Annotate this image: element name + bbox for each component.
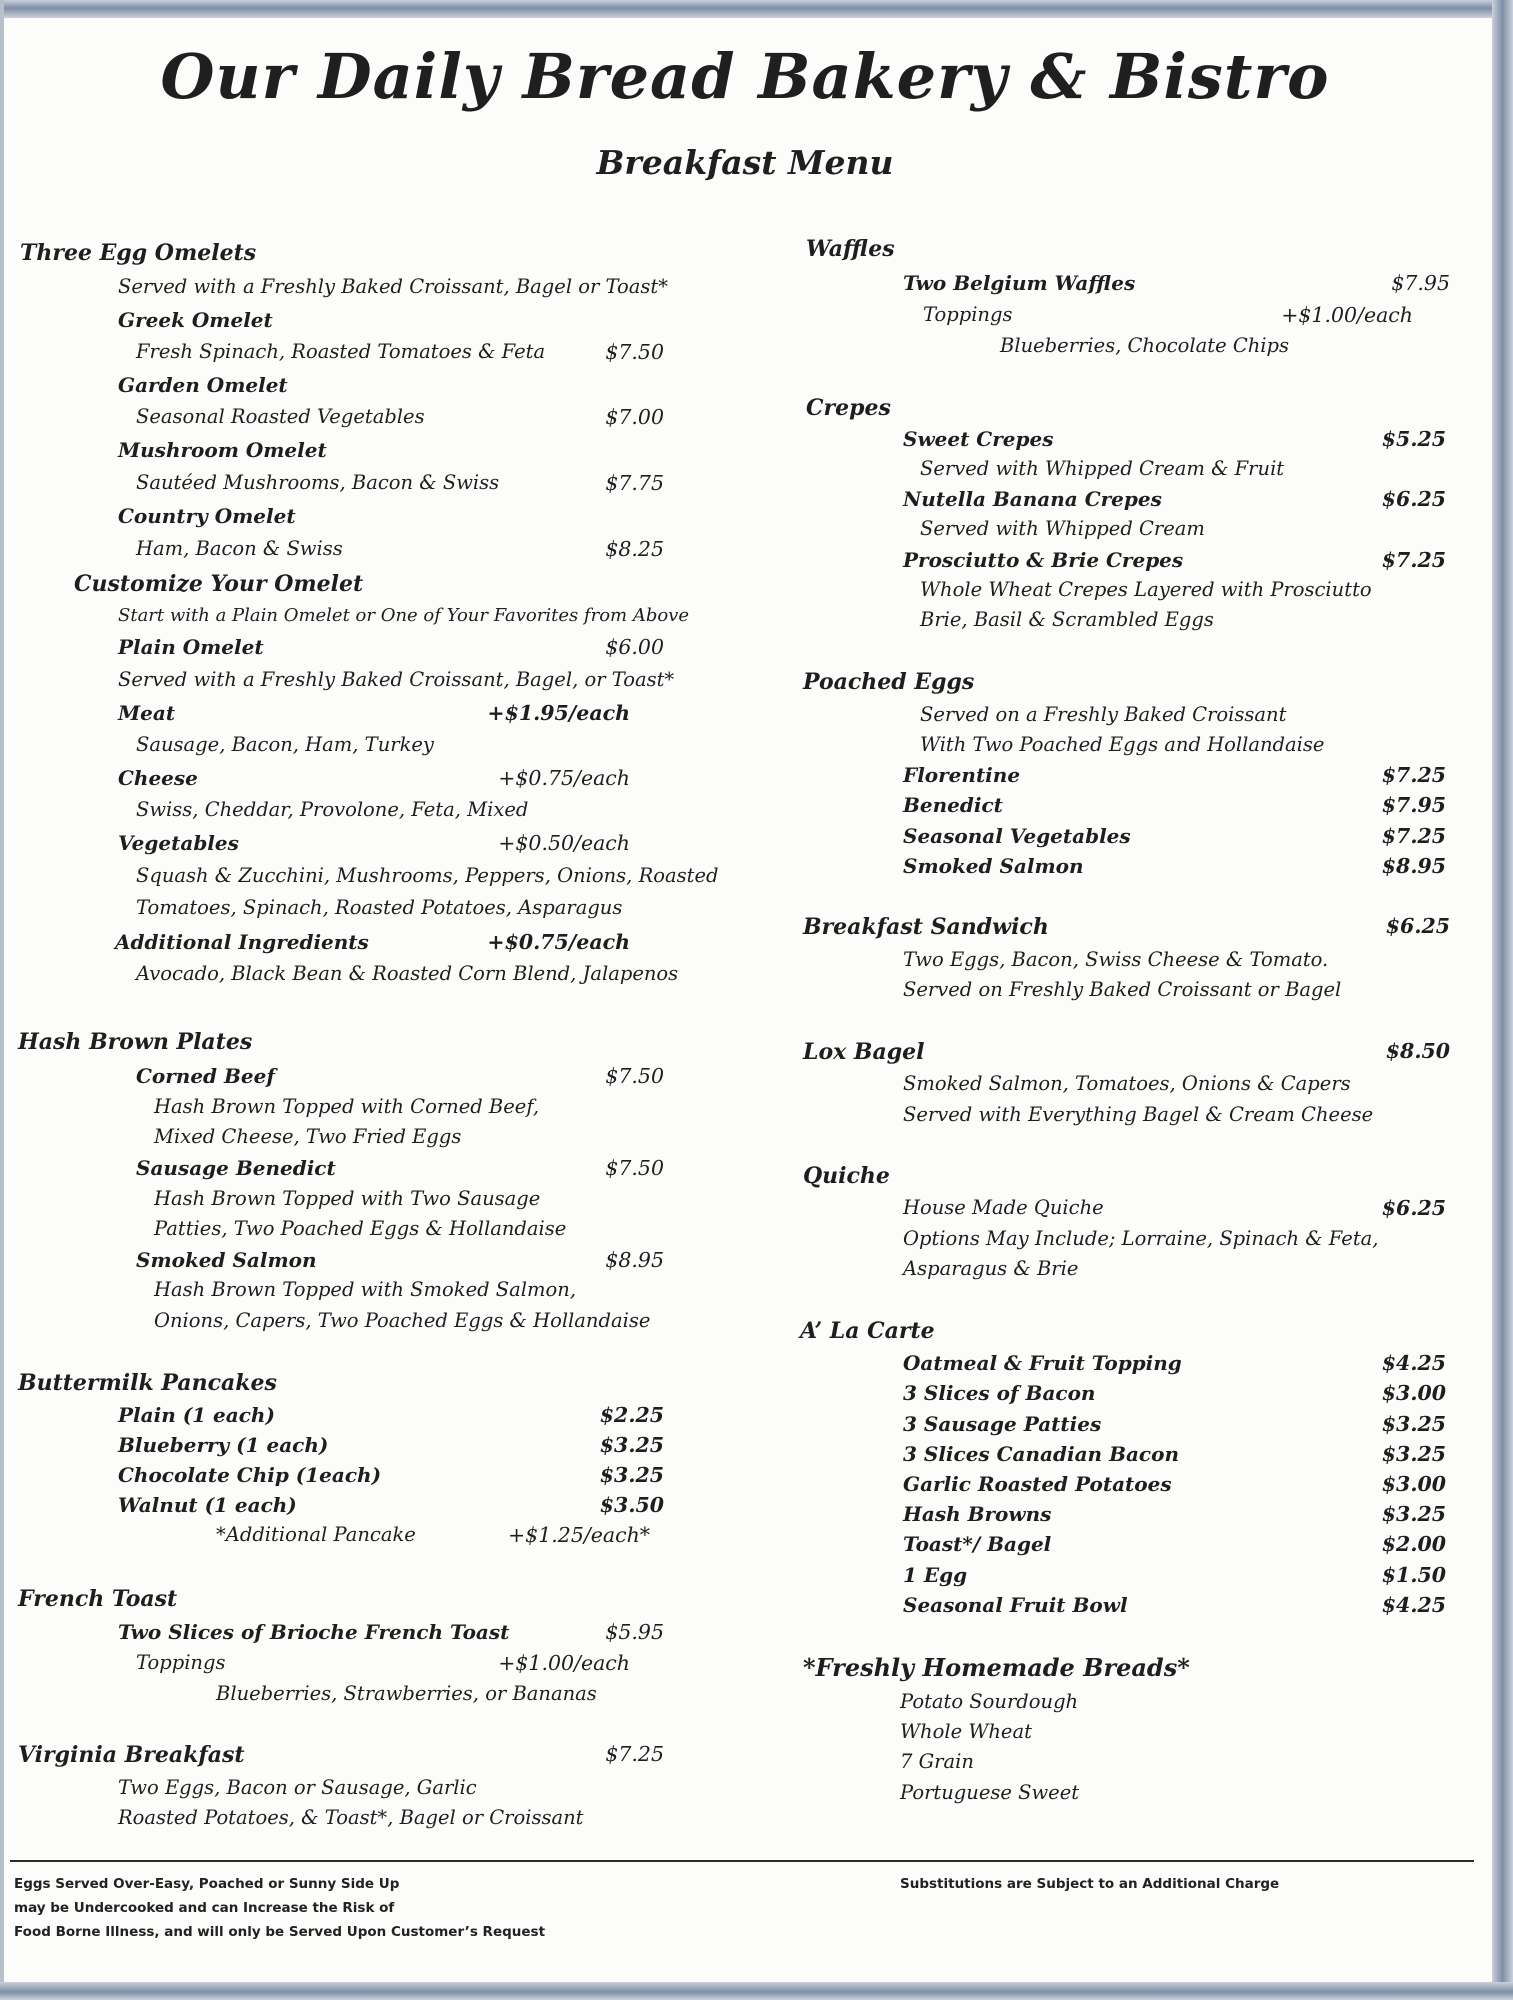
item-desc: Served on Freshly Baked Croissant or Bagel [903, 978, 1342, 1001]
item-desc: Smoked Salmon, Tomatoes, Onions & Capers [903, 1072, 1351, 1095]
item-desc: Sausage, Bacon, Ham, Turkey [136, 733, 434, 756]
item-price: $7.50 [605, 1064, 664, 1088]
item-price: $3.25 [1381, 1412, 1446, 1436]
food-safety-warning [14, 1872, 545, 1944]
item-desc: Mixed Cheese, Two Fried Eggs [154, 1125, 462, 1148]
item-desc: Seasonal Roasted Vegetables [136, 405, 425, 428]
section-title: Lox Bagel [803, 1039, 925, 1065]
bread-item: Whole Wheat [900, 1720, 1032, 1743]
item-desc: Squash & Zucchini, Mushrooms, Peppers, Onions, Roasted [136, 864, 719, 887]
item-price: $3.25 [1381, 1442, 1446, 1466]
item-price: $7.50 [605, 340, 664, 364]
item-price: $7.25 [1381, 824, 1446, 848]
item-price: $3.25 [599, 1433, 664, 1457]
item-name: Plain Omelet [118, 635, 264, 659]
page-frame-right [1492, 0, 1513, 2000]
item-price: $7.25 [1381, 548, 1446, 572]
item-price: $7.25 [605, 1742, 664, 1766]
item-note: *Additional Pancake [216, 1523, 416, 1546]
item-name: Cheese [118, 766, 198, 790]
item-price: $6.25 [1381, 1196, 1446, 1220]
section-title: Customize Your Omelet [74, 571, 364, 597]
item-desc: Ham, Bacon & Swiss [136, 537, 343, 560]
bread-item: 7 Grain [900, 1750, 974, 1773]
restaurant-title: Our Daily Bread Bakery & Bistro [160, 40, 1330, 113]
item-name: Sausage Benedict [136, 1156, 336, 1180]
item-price: $6.00 [605, 635, 664, 659]
item-name: Sweet Crepes [903, 427, 1054, 451]
item-price: $7.25 [1381, 763, 1446, 787]
item-desc: Roasted Potatoes, & Toast*, Bagel or Croissant [118, 1806, 584, 1829]
toppings-price: +$1.00/each [1281, 303, 1413, 327]
footer-divider [10, 1860, 1474, 1862]
item-desc: Hash Brown Topped with Corned Beef, [154, 1095, 540, 1118]
toppings-list: Blueberries, Strawberries, or Bananas [216, 1682, 597, 1705]
item-price: +$1.95/each [487, 701, 630, 725]
warning-line: Food Borne Illness, and will only be Served Upon Customer’s Request [14, 1924, 546, 1940]
section-title: Buttermilk Pancakes [18, 1370, 277, 1396]
item-name: Seasonal Fruit Bowl [903, 1593, 1128, 1617]
item-name: Meat [118, 701, 176, 725]
item-price: $3.25 [1381, 1502, 1446, 1526]
item-price: $6.25 [1385, 914, 1450, 938]
section-note: Start with a Plain Omelet or One of Your Favorites from Above [118, 605, 689, 626]
item-name: Additional Ingredients [115, 930, 369, 954]
item-price: $8.50 [1385, 1039, 1450, 1063]
section-note: Served on a Freshly Baked Croissant [920, 703, 1287, 726]
item-desc: Served with a Freshly Baked Croissant, Bagel, or Toast* [118, 668, 675, 691]
item-name: Garlic Roasted Potatoes [903, 1472, 1172, 1496]
item-name: Blueberry (1 each) [118, 1433, 329, 1457]
item-price: $7.95 [1391, 271, 1450, 295]
item-desc: Whole Wheat Crepes Layered with Prosciutto [920, 578, 1372, 601]
item-price: $2.25 [599, 1403, 664, 1427]
item-name: 3 Slices of Bacon [903, 1381, 1096, 1405]
section-title: Poached Eggs [803, 669, 975, 695]
item-desc: Served with Everything Bagel & Cream Cheese [903, 1103, 1374, 1126]
item-name: Oatmeal & Fruit Topping [903, 1351, 1182, 1375]
toppings-label: Toppings [136, 1651, 226, 1674]
item-price: $5.25 [1381, 427, 1446, 451]
item-desc: Two Eggs, Bacon, Swiss Cheese & Tomato. [903, 948, 1329, 971]
item-name: Toast*/ Bagel [903, 1532, 1052, 1556]
item-price: $8.95 [605, 1248, 664, 1272]
page-frame-top [0, 0, 1513, 18]
item-name: Prosciutto & Brie Crepes [903, 548, 1184, 572]
item-desc: Sautéed Mushrooms, Bacon & Swiss [136, 471, 500, 494]
item-desc: Served with Whipped Cream [920, 517, 1205, 540]
item-name: 3 Slices Canadian Bacon [903, 1442, 1179, 1466]
item-price: $5.95 [605, 1620, 664, 1644]
item-name: Seasonal Vegetables [903, 824, 1131, 848]
item-price: +$0.75/each [487, 930, 630, 954]
item-price: +$0.75/each [498, 766, 630, 790]
item-price: $3.25 [599, 1463, 664, 1487]
page-frame-bottom [0, 1982, 1513, 2000]
section-title: Breakfast Sandwich [803, 914, 1049, 940]
toppings-label: Toppings [923, 303, 1013, 326]
item-name: Two Belgium Waffles [903, 271, 1136, 295]
item-name: 1 Egg [903, 1563, 968, 1587]
item-price: $3.50 [599, 1493, 664, 1517]
item-name: Plain (1 each) [118, 1403, 275, 1427]
item-name: Garden Omelet [118, 373, 288, 397]
item-name: Nutella Banana Crepes [903, 487, 1162, 511]
section-title: Virginia Breakfast [18, 1742, 245, 1768]
section-title: A’ La Carte [800, 1318, 935, 1344]
section-title: Waffles [806, 236, 895, 262]
item-name: Mushroom Omelet [118, 438, 327, 462]
item-price: $8.95 [1381, 854, 1446, 878]
item-desc: Tomatoes, Spinach, Roasted Potatoes, Asparagus [136, 896, 623, 919]
item-name: Florentine [903, 763, 1021, 787]
item-price: $3.00 [1381, 1381, 1446, 1405]
item-desc: Two Eggs, Bacon or Sausage, Garlic [118, 1776, 477, 1799]
menu-subtitle: Breakfast Menu [596, 143, 894, 182]
item-desc: Patties, Two Poached Eggs & Hollandaise [154, 1217, 567, 1240]
item-price: +$1.25/each* [508, 1523, 651, 1547]
item-name: Corned Beef [136, 1064, 275, 1088]
section-note: With Two Poached Eggs and Hollandaise [920, 733, 1325, 756]
item-name: 3 Sausage Patties [903, 1412, 1102, 1436]
item-desc: Asparagus & Brie [903, 1257, 1079, 1280]
section-title: Quiche [803, 1163, 890, 1189]
page-frame-left [0, 0, 4, 2000]
item-price: $7.75 [605, 471, 664, 495]
warning-line: may be Undercooked and can Increase the Risk of [14, 1900, 395, 1916]
section-title: Hash Brown Plates [18, 1029, 253, 1055]
section-title: French Toast [18, 1586, 178, 1612]
item-price: $8.25 [605, 537, 664, 561]
item-price: $2.00 [1381, 1532, 1446, 1556]
item-price: +$0.50/each [498, 831, 630, 855]
item-desc: Fresh Spinach, Roasted Tomatoes & Feta [136, 340, 546, 363]
item-name: Greek Omelet [118, 308, 273, 332]
item-name: Smoked Salmon [903, 854, 1084, 878]
item-price: $3.00 [1381, 1472, 1446, 1496]
item-price: $1.50 [1381, 1563, 1446, 1587]
section-title: Crepes [806, 395, 891, 421]
item-name: Smoked Salmon [136, 1248, 317, 1272]
item-name: Country Omelet [118, 504, 296, 528]
item-price: $6.25 [1381, 487, 1446, 511]
item-price: $4.25 [1381, 1593, 1446, 1617]
item-name: Chocolate Chip (1each) [118, 1463, 382, 1487]
section-title: Three Egg Omelets [20, 240, 257, 266]
item-price: $4.25 [1381, 1351, 1446, 1375]
item-name: Walnut (1 each) [118, 1493, 297, 1517]
toppings-list: Blueberries, Chocolate Chips [1000, 334, 1290, 357]
section-title: *Freshly Homemade Breads* [803, 1653, 1190, 1682]
item-name: Two Slices of Brioche French Toast [118, 1620, 510, 1644]
warning-line: Eggs Served Over-Easy, Poached or Sunny Side Up [14, 1876, 400, 1892]
item-name: Hash Browns [903, 1502, 1052, 1526]
item-desc: Brie, Basil & Scrambled Eggs [920, 608, 1214, 631]
item-desc: Avocado, Black Bean & Roasted Corn Blend, Jalapenos [136, 962, 679, 985]
item-desc: Served with Whipped Cream & Fruit [920, 457, 1285, 480]
item-desc: Onions, Capers, Two Poached Eggs & Hollandaise [154, 1309, 651, 1332]
item-price: $7.50 [605, 1156, 664, 1180]
item-desc: Hash Brown Topped with Smoked Salmon, [154, 1278, 577, 1301]
bread-item: Potato Sourdough [900, 1690, 1079, 1713]
item-desc: Options May Include; Lorraine, Spinach & Feta, [903, 1227, 1379, 1250]
bread-item: Portuguese Sweet [900, 1781, 1080, 1804]
item-name: Vegetables [118, 831, 239, 855]
section-note: Served with a Freshly Baked Croissant, Bagel or Toast* [118, 275, 668, 298]
substitutions-note: Substitutions are Subject to an Additional Charge [900, 1876, 1280, 1892]
item-desc: Swiss, Cheddar, Provolone, Feta, Mixed [136, 798, 529, 821]
item-name: Benedict [903, 793, 1003, 817]
item-price: $7.00 [605, 405, 664, 429]
toppings-price: +$1.00/each [498, 1651, 630, 1675]
item-name: House Made Quiche [903, 1196, 1104, 1219]
item-price: $7.95 [1381, 793, 1446, 817]
item-desc: Hash Brown Topped with Two Sausage [154, 1187, 541, 1210]
